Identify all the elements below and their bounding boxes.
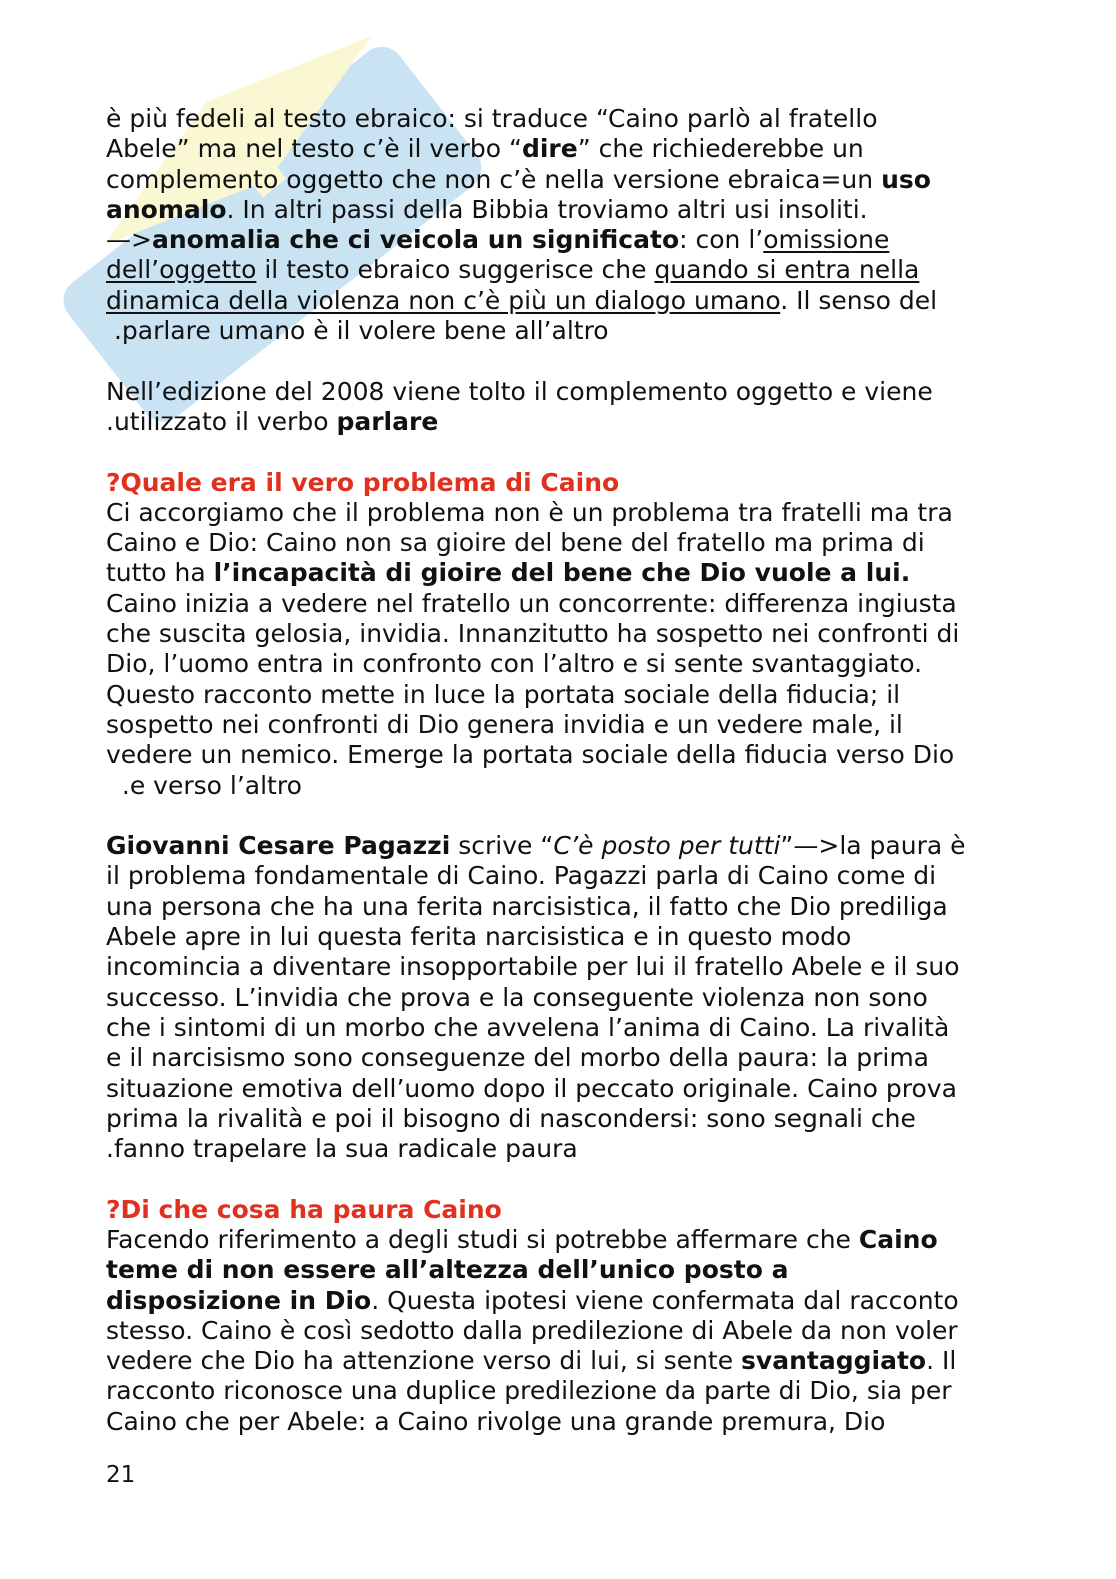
bold-text: Caino bbox=[858, 1224, 938, 1254]
italic-text: C’è posto per tutti bbox=[553, 831, 781, 861]
text-span: . Il bbox=[926, 1346, 957, 1376]
text-span: . Il senso del bbox=[780, 285, 938, 315]
text-line bbox=[106, 680, 1011, 710]
paragraph-gap bbox=[106, 801, 1011, 831]
text-span: Facendo riferimento a degli studi si potrebbe affermare che bbox=[106, 1224, 859, 1254]
text-line bbox=[106, 407, 1011, 437]
underlined-text: quando si entra nella bbox=[654, 255, 920, 285]
text-line bbox=[106, 286, 1011, 316]
text-span: prima la rivalità e poi il bisogno di nascondersi: sono segnali che bbox=[106, 1103, 916, 1133]
text-span: successo. L’invidia che prova e la conseguente violenza non sono bbox=[106, 982, 928, 1012]
text-line bbox=[106, 195, 1011, 225]
text-line bbox=[106, 528, 1011, 558]
text-span: che i sintomi di un morbo che avvelena l’anima di Caino. La rivalità bbox=[106, 1012, 950, 1042]
text-line bbox=[106, 861, 1011, 891]
paragraph-5 bbox=[106, 1225, 1011, 1437]
text-line bbox=[106, 498, 1011, 528]
text-span: vedere un nemico. Emerge la portata sociale della fiducia verso Dio bbox=[106, 740, 955, 770]
text-line bbox=[106, 1376, 1011, 1406]
text-line bbox=[106, 892, 1011, 922]
bold-text: svantaggiato bbox=[741, 1346, 927, 1376]
bold-text: Giovanni Cesare Pagazzi bbox=[106, 831, 451, 861]
underlined-text: dinamica della violenza non c’è più un dialogo umano bbox=[106, 285, 781, 315]
underlined-text: dell’oggetto bbox=[106, 255, 257, 285]
text-line bbox=[106, 771, 1011, 801]
paragraph-4 bbox=[106, 831, 1011, 1164]
text-line bbox=[106, 1134, 1011, 1164]
text-line bbox=[106, 710, 1011, 740]
text-span: Caino e Dio: Caino non sa gioire del bene del fratello ma prima di bbox=[106, 528, 925, 558]
text-span: racconto riconosce una duplice predilezione da parte di Dio, sia per bbox=[106, 1376, 952, 1406]
text-line bbox=[106, 952, 1011, 982]
text-span: vedere che Dio ha attenzione verso di lui, si sente bbox=[106, 1346, 742, 1376]
text-line bbox=[106, 1346, 1011, 1376]
text-span: Caino che per Abele: a Caino rivolge una grande premura, Dio bbox=[106, 1406, 886, 1436]
section-heading: ?Di che cosa ha paura Caino bbox=[106, 1194, 502, 1224]
text-span: che suscita gelosia, invidia. Innanzitutto ha sospetto nei confronti di bbox=[106, 619, 960, 649]
text-line bbox=[106, 1074, 1011, 1104]
text-span: sospetto nei confronti di Dio genera invidia e un vedere male, il bbox=[106, 709, 903, 739]
text-line bbox=[106, 922, 1011, 952]
text-line bbox=[106, 1104, 1011, 1134]
text-line bbox=[106, 1286, 1011, 1316]
text-line bbox=[106, 831, 1011, 861]
text-span: situazione emotiva dell’uomo dopo il peccato originale. Caino prova bbox=[106, 1073, 957, 1103]
text-span: una persona che ha una ferita narcisistica, il fatto che Dio prediliga bbox=[106, 891, 948, 921]
text-line bbox=[106, 1225, 1011, 1255]
text-span: incomincia a diventare insopportabile per lui il fratello Abele e il suo bbox=[106, 952, 960, 982]
text-span: . Questa ipotesi viene confermata dal racconto bbox=[371, 1285, 959, 1315]
paragraph-gap bbox=[106, 437, 1011, 467]
text-span: ”—>la paura è bbox=[780, 831, 966, 861]
text-line bbox=[106, 165, 1011, 195]
bold-text: anomalia che ci veicola un significato bbox=[151, 225, 680, 255]
text-span: tutto ha bbox=[106, 558, 214, 588]
paragraph-gap bbox=[106, 346, 1011, 376]
text-span: e il narcisismo sono conseguenze del morbo della paura: la prima bbox=[106, 1043, 929, 1073]
bold-text: l’incapacità di gioire del bene che Dio vuole a lui. bbox=[213, 558, 911, 588]
text-span: ” che richiederebbe un bbox=[577, 134, 864, 164]
text-line bbox=[106, 1316, 1011, 1346]
text-span: Ci accorgiamo che il problema non è un problema tra fratelli ma tra bbox=[106, 497, 953, 527]
bold-text: teme di non essere all’altezza dell’unico posto a bbox=[106, 1255, 789, 1285]
text-span: Abele” ma nel testo c’è il verbo “ bbox=[106, 134, 522, 164]
text-span: .parlare umano è il volere bene all’altro bbox=[106, 316, 609, 346]
paragraph-1 bbox=[106, 104, 1011, 346]
text-line bbox=[106, 649, 1011, 679]
text-span: .utilizzato il verbo bbox=[106, 406, 337, 436]
bold-text: uso bbox=[881, 164, 931, 194]
text-line bbox=[106, 740, 1011, 770]
text-span: : con l’ bbox=[679, 225, 764, 255]
text-line bbox=[106, 104, 1011, 134]
bold-text: anomalo bbox=[106, 194, 227, 224]
text-line bbox=[106, 619, 1011, 649]
text-span: Caino inizia a vedere nel fratello un concorrente: differenza ingiusta bbox=[106, 588, 957, 618]
text-span: Questo racconto mette in luce la portata sociale della fiducia; il bbox=[106, 679, 901, 709]
paragraph-2 bbox=[106, 377, 1011, 438]
text-line bbox=[106, 1043, 1011, 1073]
bold-text: parlare bbox=[336, 406, 439, 436]
text-span: complemento oggetto che non c’è nella versione ebraica=un bbox=[106, 164, 882, 194]
page-number: 21 bbox=[106, 1462, 136, 1488]
text-line bbox=[106, 377, 1011, 407]
text-line bbox=[106, 134, 1011, 164]
text-span: il problema fondamentale di Caino. Pagazzi parla di Caino come di bbox=[106, 861, 937, 891]
paragraph-gap bbox=[106, 1164, 1011, 1194]
text-span: Nell’edizione del 2008 viene tolto il complemento oggetto e viene bbox=[106, 376, 933, 406]
text-line bbox=[106, 225, 1011, 255]
text-span: —> bbox=[106, 225, 152, 255]
underlined-text: omissione bbox=[763, 225, 890, 255]
text-line bbox=[106, 1013, 1011, 1043]
text-line bbox=[106, 316, 1011, 346]
text-line bbox=[106, 1407, 1011, 1437]
text-span: è più fedeli al testo ebraico: si traduce “Caino parlò al fratello bbox=[106, 104, 878, 133]
document-page bbox=[106, 104, 1011, 1437]
text-span: scrive “ bbox=[450, 831, 554, 861]
text-span: .fanno trapelare la sua radicale paura bbox=[106, 1134, 578, 1164]
text-line bbox=[106, 558, 1011, 588]
text-line bbox=[106, 255, 1011, 285]
paragraph-3 bbox=[106, 498, 1011, 801]
text-span: .e verso l’altro bbox=[106, 770, 302, 800]
text-span: stesso. Caino è così sedotto dalla predilezione di Abele da non voler bbox=[106, 1315, 958, 1345]
text-span: Dio, l’uomo entra in confronto con l’altro e si sente svantaggiato. bbox=[106, 649, 923, 679]
text-line bbox=[106, 1255, 1011, 1285]
text-span: il testo ebraico suggerisce che bbox=[256, 255, 655, 285]
text-span: . In altri passi della Bibbia troviamo altri usi insoliti. bbox=[226, 194, 868, 224]
text-line bbox=[106, 983, 1011, 1013]
text-span: Abele apre in lui questa ferita narcisistica e in questo modo bbox=[106, 922, 852, 952]
section-heading: ?Quale era il vero problema di Caino bbox=[106, 467, 620, 497]
text-line bbox=[106, 589, 1011, 619]
bold-text: dire bbox=[521, 134, 578, 164]
bold-text: disposizione in Dio bbox=[106, 1285, 372, 1315]
